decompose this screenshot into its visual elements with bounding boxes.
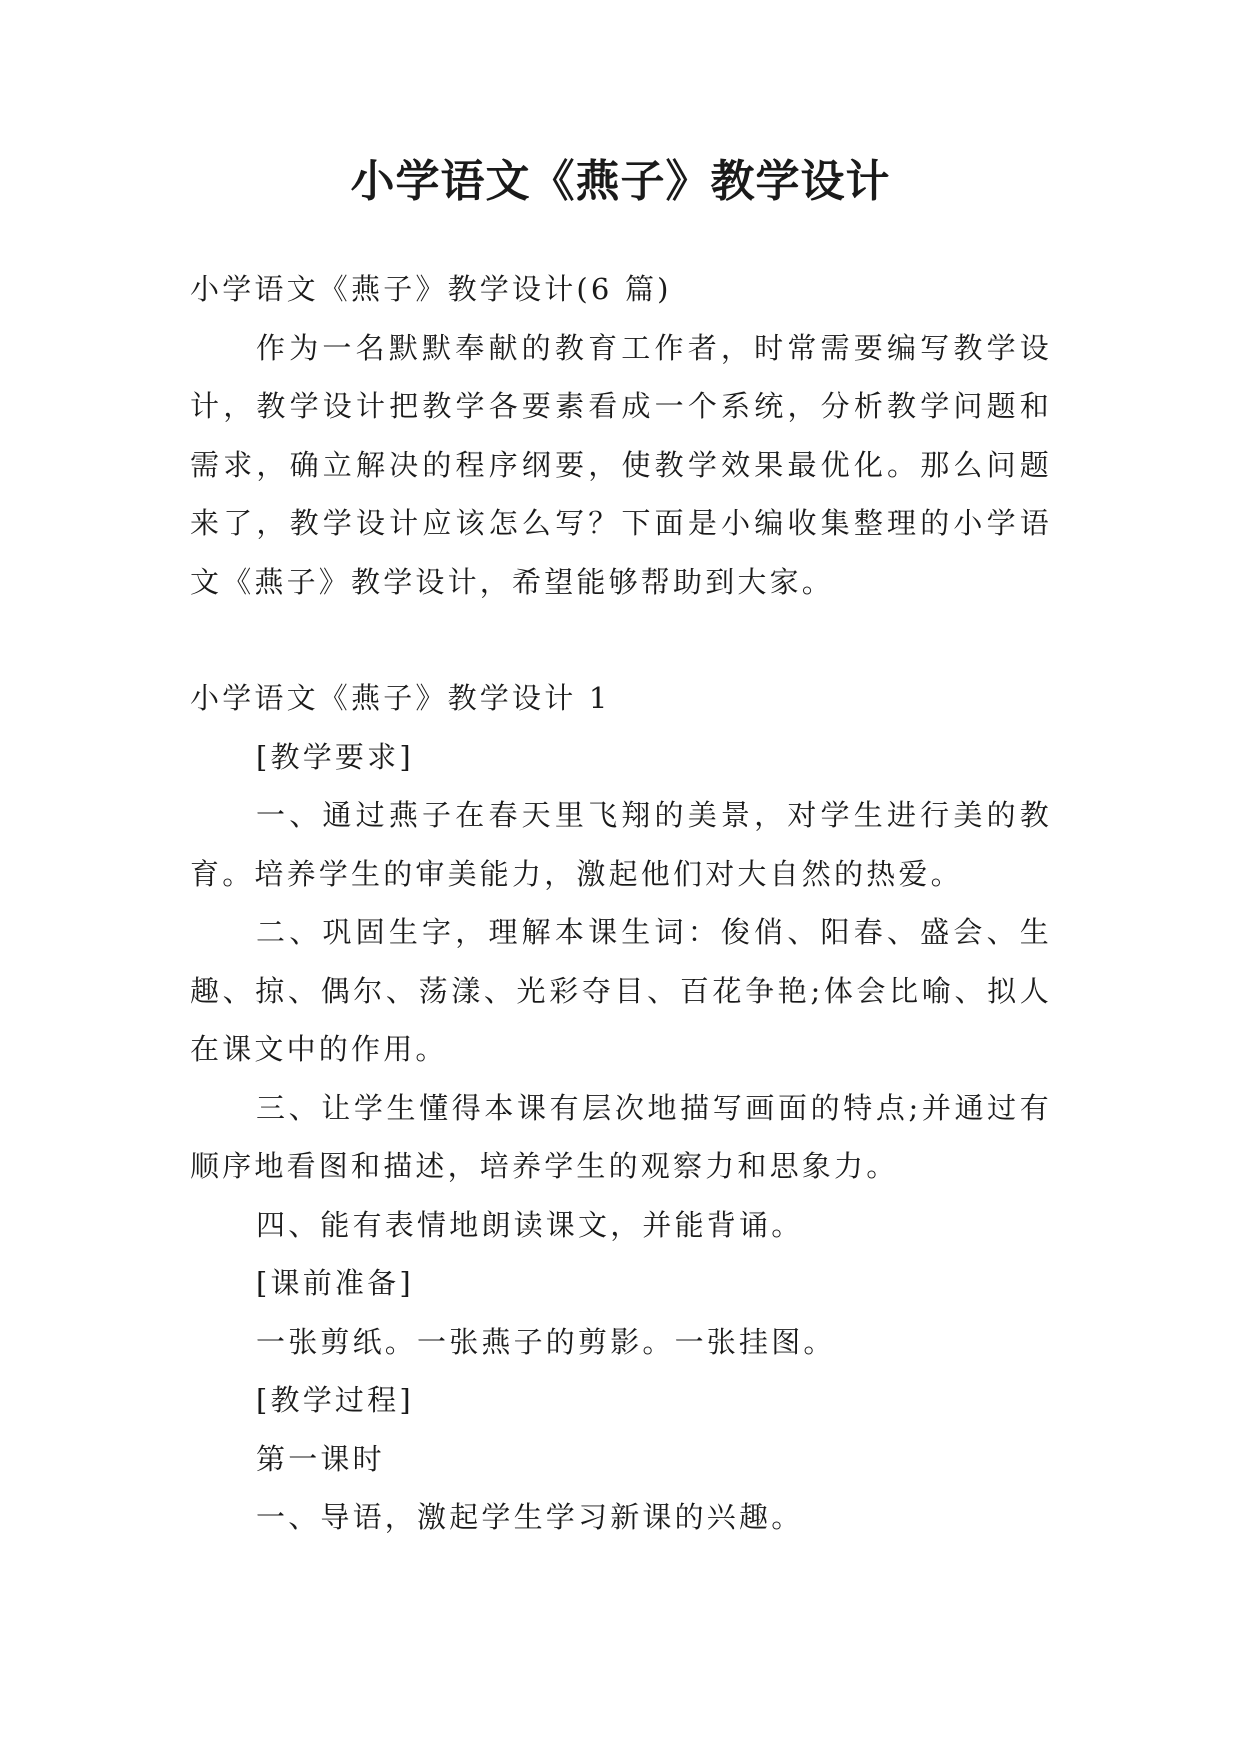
document-title: 小学语文《燕子》教学设计 (350, 156, 891, 207)
preparation-text: 一张剪纸。一张燕子的剪影。一张挂图。 (256, 1324, 836, 1359)
section-heading: 小学语文《燕子》教学设计 1 (190, 681, 611, 715)
requirement-item-4: 四、能有表情地朗读课文，并能背诵。 (256, 1207, 804, 1242)
requirements-label: [教学要求] (256, 739, 414, 774)
subtitle: 小学语文《燕子》教学设计(6 篇) (190, 272, 672, 306)
paragraph-gap (190, 611, 1052, 669)
intro-paragraph: 作为一名默默奉献的教育工作者，时常需要编写教学设计，教学设计把教学各要素看成一个系统，分析教学问题和需求，确立解决的程序纲要，使教学效果最优化。那么问题来了，教学设计应该怎么写？下面是小编收集整理的小学语文《燕子》教学设计，希望能够帮助到大家。 (190, 330, 1052, 599)
document-body (190, 260, 1052, 1547)
process-label: [教学过程] (256, 1383, 414, 1417)
preparation-label: [课前准备] (256, 1266, 414, 1300)
requirement-item-1: 一、通过燕子在春天里飞翔的美景，对学生进行美的教育。培养学生的审美能力，激起他们对大自然的热爱。 (190, 798, 1052, 891)
lesson-label: 第一课时 (256, 1441, 385, 1476)
process-step-1: 一、导语，激起学生学习新课的兴趣。 (256, 1500, 804, 1534)
requirement-item-2: 二、巩固生字，理解本课生词：俊俏、阳春、盛会、生趣、掠、偶尔、荡漾、光彩夺目、百花争艳;体会比喻、拟人在课文中的作用。 (190, 915, 1052, 1066)
requirement-item-3: 三、让学生懂得本课有层次地描写画面的特点;并通过有顺序地看图和描述，培养学生的观察力和思象力。 (190, 1090, 1052, 1183)
